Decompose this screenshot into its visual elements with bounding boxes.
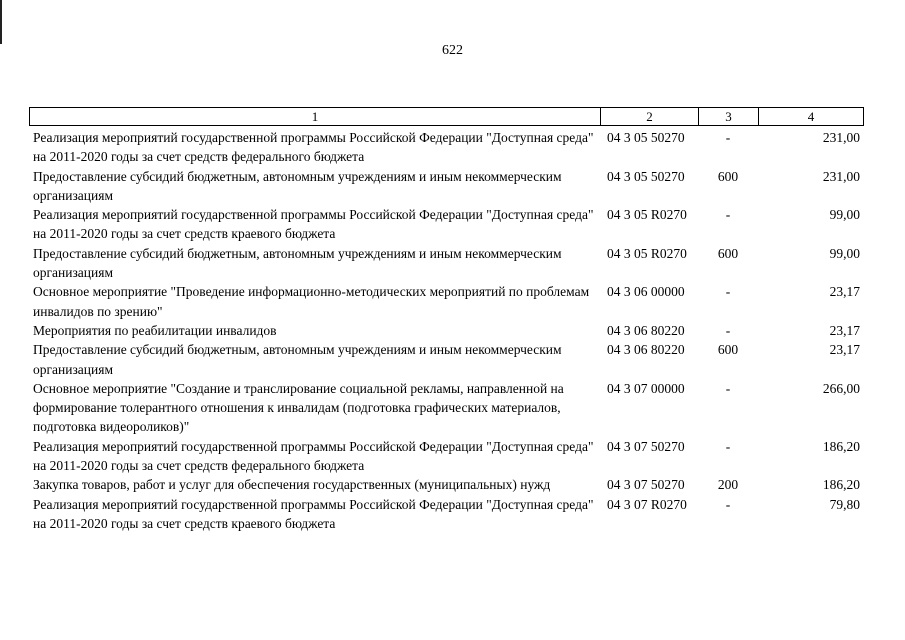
header-col-2: 2 [601,108,699,125]
row-amount: 266,00 [822,380,860,396]
row-name: Предоставление субсидий бюджетным, автономным учреждениям и иным некоммерческим организациям [33,342,562,377]
row-code: 04 3 05 R0270 [607,245,687,261]
row-amount: 99,00 [829,207,860,223]
row-amount: 186,20 [822,477,860,493]
row-amount: 186,20 [822,438,860,454]
row-amount: 79,80 [829,496,860,512]
row-name: Закупка товаров, работ и услуг для обеспечения государственных (муниципальных) нужд [33,477,551,493]
header-col-4: 4 [807,109,815,124]
row-name: Реализация мероприятий государственной программы Российской Федерации "Доступная среда" на 2011-2020 годы за счет средств федерального бюджета [33,130,594,165]
row-name: Реализация мероприятий государственной программы Российской Федерации "Доступная среда" на 2011-2020 годы за счет средств краевого бюджета [33,207,594,242]
row-amount: 231,00 [822,130,860,145]
row-expense-type: 600 [717,342,739,358]
row-amount: 99,00 [829,245,860,261]
table-row [29,205,864,244]
row-name: Предоставление субсидий бюджетным, автономным учреждениям и иным некоммерческим организациям [33,245,562,281]
page-number: 622 [442,43,463,58]
row-expense-type: - [725,380,731,396]
row-code: 04 3 06 80220 [607,322,685,338]
header-col-3: 3 [699,108,759,125]
header-col-1: 1 [30,108,601,125]
table-row [29,379,864,437]
row-code: 04 3 07 50270 [607,477,685,493]
table-row [29,244,864,283]
row-expense-type: - [725,438,731,454]
row-expense-type: - [725,284,731,300]
row-code: 04 3 05 50270 [607,168,685,184]
row-amount: 23,17 [829,342,860,358]
row-expense-type: - [725,496,731,512]
table-body [29,128,864,533]
row-amount: 23,17 [829,284,860,300]
row-expense-type: 600 [717,168,739,184]
row-code: 04 3 07 50270 [607,438,685,454]
table-row [29,495,864,534]
row-expense-type: - [725,322,731,338]
row-expense-type: 600 [717,245,739,261]
row-expense-type: - [725,207,731,223]
table-row [29,282,864,321]
row-code: 04 3 06 00000 [607,284,685,300]
row-name: Основное мероприятие "Создание и транслирование социальной рекламы, направленной на формирование толерантного отношения к инвалидам (подготовка графических материалов, подготовка видеороликов)" [33,380,564,435]
table-row [29,321,864,340]
row-code: 04 3 05 R0270 [607,207,687,223]
row-code: 04 3 05 50270 [607,130,685,145]
table-row [29,475,864,494]
row-expense-type: 200 [717,477,739,493]
row-amount: 231,00 [822,168,860,184]
row-name: Предоставление субсидий бюджетным, автономным учреждениям и иным некоммерческим организациям [33,168,562,203]
table-row [29,167,864,206]
page-edge-line [0,0,2,44]
table-row [29,437,864,476]
row-name: Основное мероприятие "Проведение информационно-методических мероприятий по проблемам инвалидов по зрению" [33,284,590,319]
table-row [29,128,864,167]
row-code: 04 3 07 00000 [607,380,685,396]
row-amount: 23,17 [829,322,860,338]
row-name: Мероприятия по реабилитации инвалидов [33,322,277,338]
row-code: 04 3 06 80220 [607,342,685,358]
row-code: 04 3 07 R0270 [607,496,687,512]
table-row [29,340,864,379]
row-name: Реализация мероприятий государственной программы Российской Федерации "Доступная среда" на 2011-2020 годы за счет средств федерального бюджета [33,438,594,474]
row-expense-type: - [725,130,731,145]
table-header [29,107,864,126]
row-name: Реализация мероприятий государственной программы Российской Федерации "Доступная среда" на 2011-2020 годы за счет средств краевого бюджета [33,496,594,531]
